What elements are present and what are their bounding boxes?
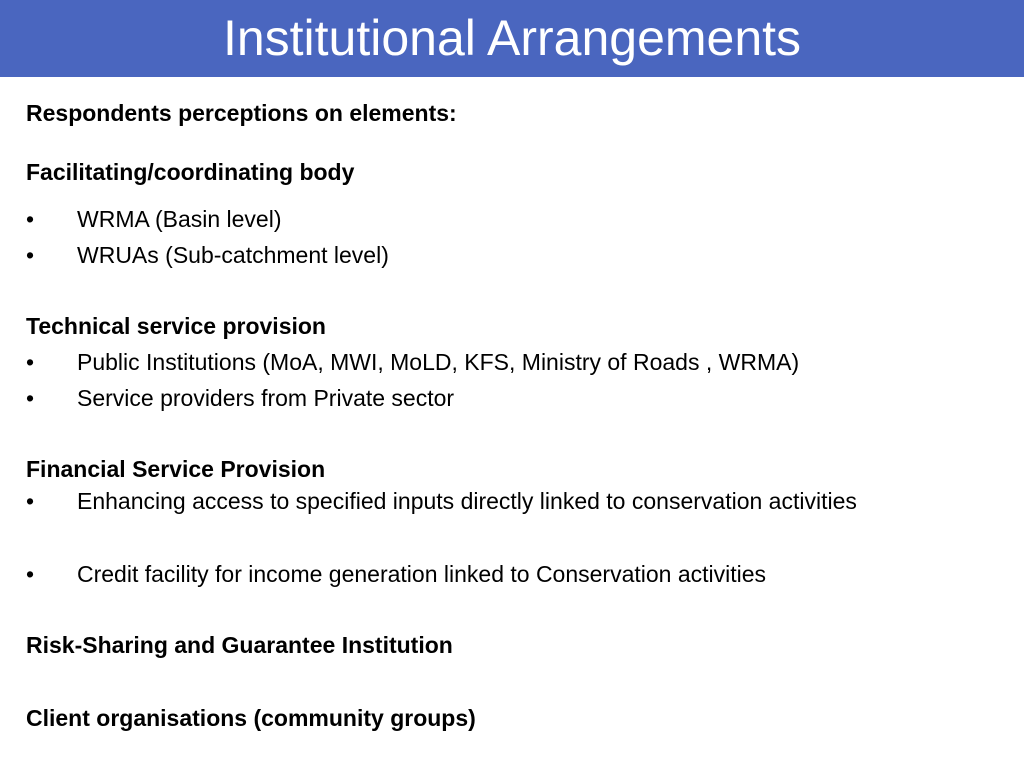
list-item [26, 484, 1006, 519]
bullet-icon: • [26, 349, 35, 375]
list-item-text: WRMA (Basin level) [77, 206, 282, 232]
list-item [26, 557, 1006, 592]
list-item [26, 381, 1006, 416]
list-item-text: Service providers from Private sector [77, 385, 455, 411]
section-heading-technical: Technical service provision [26, 313, 326, 339]
slide-title: Institutional Arrangements [222, 10, 802, 66]
list-item-text: Credit facility for income generation linked to Conservation activities [77, 561, 767, 587]
section-heading-financial: Financial Service Provision [26, 456, 326, 482]
section-heading-risk-sharing: Risk-Sharing and Guarantee Institution [26, 632, 453, 658]
bullet-icon: • [26, 385, 35, 411]
list-item [26, 238, 1006, 273]
list-item-text: WRUAs (Sub-catchment level) [77, 242, 389, 268]
list-item [26, 202, 1006, 237]
list-item-text: Enhancing access to specified inputs directly linked to conservation activities [77, 488, 857, 514]
section-heading-client-organisations: Client organisations (community groups) [26, 705, 476, 731]
section-heading-facilitating: Facilitating/coordinating body [26, 159, 355, 185]
title-bar [0, 0, 1024, 77]
list-item [26, 345, 1006, 380]
bullet-icon: • [26, 242, 35, 268]
bullet-icon: • [26, 561, 35, 587]
bullet-icon: • [26, 206, 35, 232]
list-item-text: Public Institutions (MoA, MWI, MoLD, KFS, Ministry of Roads , WRMA) [77, 349, 800, 375]
bullet-icon: • [26, 488, 35, 514]
intro-heading: Respondents perceptions on elements: [26, 100, 457, 126]
